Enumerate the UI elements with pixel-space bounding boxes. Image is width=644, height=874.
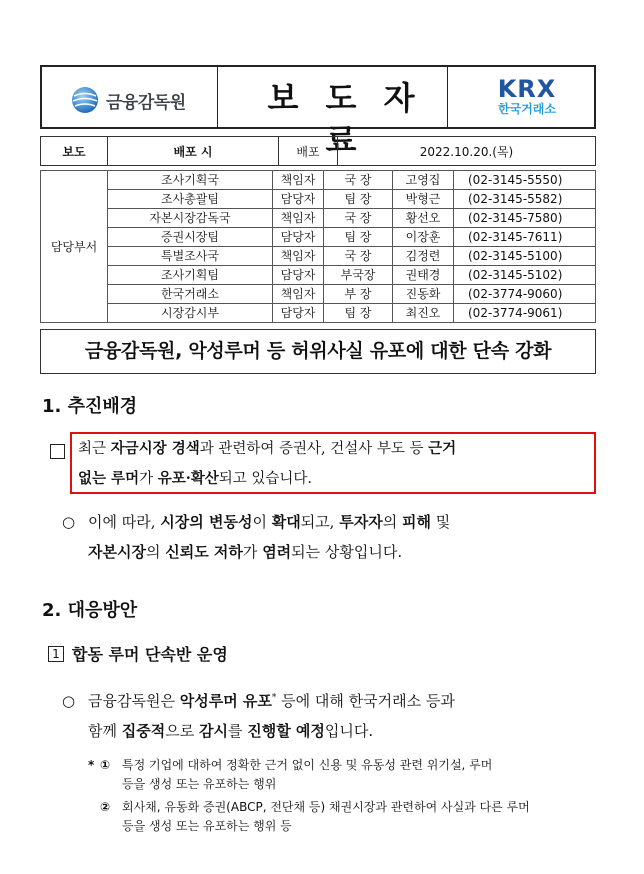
section-1-title: 1. 추진배경 bbox=[42, 396, 138, 417]
contact-position: 팀 장 bbox=[324, 228, 393, 247]
contact-position: 국 장 bbox=[324, 247, 393, 266]
krx-logo-text: 한국거래소 bbox=[498, 102, 556, 116]
dept-name: 특별조사국 bbox=[108, 247, 273, 266]
contact-role: 담당자 bbox=[273, 266, 324, 285]
header-divider bbox=[447, 67, 448, 127]
section-2-title: 2. 대응방안 bbox=[42, 600, 138, 621]
section-1-paragraph-2: ○ 이에 따라, 시장의 변동성이 확대되고, 투자자의 피해 및 자본시장의 신뢰도 저하가 염려되는 상황입니다. bbox=[62, 513, 451, 561]
release-info-table bbox=[40, 136, 596, 166]
release-label: 보도 bbox=[41, 137, 108, 166]
section-1-paragraph-1: 최근 자금시장 경색과 관련하여 증권사, 건설사 부도 등 근거 없는 루머가 유포·확산되고 있습니다. bbox=[78, 440, 457, 487]
contact-name: 박형근 bbox=[393, 190, 454, 209]
subsection-title: 합동 루머 단속반 운영 bbox=[72, 645, 228, 664]
contact-name: 진동화 bbox=[393, 285, 454, 304]
contact-phone: (02-3145-5582) bbox=[454, 190, 596, 209]
contact-role: 담당자 bbox=[273, 228, 324, 247]
contact-name: 최진오 bbox=[393, 304, 454, 323]
contact-name: 황선오 bbox=[393, 209, 454, 228]
subsection-number: 1 bbox=[48, 646, 64, 662]
contact-role: 담당자 bbox=[273, 190, 324, 209]
contact-name: 이장훈 bbox=[393, 228, 454, 247]
krx-logo bbox=[472, 76, 582, 116]
dept-label: 담당부서 bbox=[41, 171, 108, 323]
contact-phone: (02-3774-9061) bbox=[454, 304, 596, 323]
contact-role: 책임자 bbox=[273, 285, 324, 304]
contact-phone: (02-3145-7580) bbox=[454, 209, 596, 228]
contact-position: 팀 장 bbox=[324, 304, 393, 323]
footnote-2: ② 회사채, 유동화 증권(ABCP, 전단채 등) 채권시장과 관련하여 사실과 다른 루머 등을 생성 또는 유포하는 행위 등 bbox=[88, 798, 598, 836]
dept-name: 조사총괄팀 bbox=[108, 190, 273, 209]
contact-role: 담당자 bbox=[273, 304, 324, 323]
contact-position: 부국장 bbox=[324, 266, 393, 285]
circled-number: ① bbox=[100, 758, 111, 772]
page-title: 보 도 자 료 bbox=[267, 79, 423, 159]
distribution-date: 2022.10.20.(목) bbox=[338, 137, 596, 166]
contact-phone: (02-3145-5102) bbox=[454, 266, 596, 285]
fss-logo-text: 금융감독원 bbox=[106, 92, 186, 113]
fss-logo bbox=[70, 85, 186, 115]
contact-position: 부 장 bbox=[324, 285, 393, 304]
contact-phone: (02-3145-5550) bbox=[454, 171, 596, 190]
contact-position: 국 장 bbox=[324, 209, 393, 228]
headline: 금융감독원, 악성루머 등 허위사실 유포에 대한 단속 강화 bbox=[40, 329, 596, 374]
contact-role: 책임자 bbox=[273, 247, 324, 266]
dept-name: 한국거래소 bbox=[108, 285, 273, 304]
header-divider bbox=[217, 67, 218, 127]
contact-phone: (02-3774-9060) bbox=[454, 285, 596, 304]
subsection-heading bbox=[48, 642, 228, 665]
fss-globe-icon bbox=[70, 85, 100, 115]
contact-name: 고영집 bbox=[393, 171, 454, 190]
krx-logo-mark: KRX bbox=[497, 75, 557, 103]
contact-position: 팀 장 bbox=[324, 190, 393, 209]
contact-name: 권태경 bbox=[393, 266, 454, 285]
circled-number: ② bbox=[100, 800, 111, 814]
contact-phone: (02-3145-5100) bbox=[454, 247, 596, 266]
contact-position: 국 장 bbox=[324, 171, 393, 190]
footnote-1: * ① 특정 기업에 대하여 정확한 근거 없이 신용 및 유동성 관련 위기설, 루머 등을 생성 또는 유포하는 행위 bbox=[88, 756, 598, 794]
contacts-table bbox=[40, 170, 596, 323]
dept-name: 조사기획국 bbox=[108, 171, 273, 190]
section-2-paragraph: ○ 금융감독원은 악성루머 유포* 등에 대해 한국거래소 등과 함께 집중적으로 감시를 진행할 예정입니다. bbox=[62, 692, 455, 740]
checkbox-square-icon bbox=[50, 444, 65, 459]
dept-name: 시장감시부 bbox=[108, 304, 273, 323]
dept-name: 자본시장감독국 bbox=[108, 209, 273, 228]
dept-name: 조사기획팀 bbox=[108, 266, 273, 285]
dept-name: 증권시장팀 bbox=[108, 228, 273, 247]
release-value: 배포 시 bbox=[108, 137, 279, 166]
distribution-label: 배포 bbox=[279, 137, 338, 166]
contact-name: 김정련 bbox=[393, 247, 454, 266]
contact-role: 책임자 bbox=[273, 171, 324, 190]
contact-phone: (02-3145-7611) bbox=[454, 228, 596, 247]
contact-role: 책임자 bbox=[273, 209, 324, 228]
